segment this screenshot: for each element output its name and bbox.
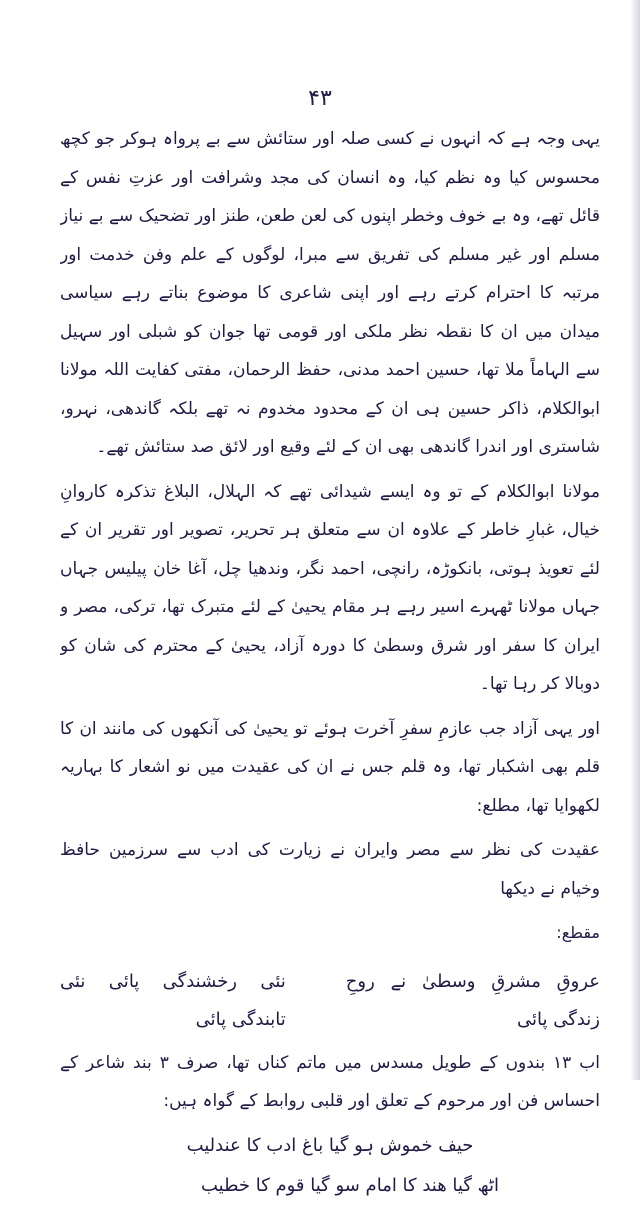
maqta-first-half: عروقِ مشرقِ وسطیٰ نے روحِ زندگی پائی: [345, 970, 600, 1030]
paragraph: یہی وجہ ہے کہ انہوں نے کسی صلہ اور ستائش سے بے پرواہ ہوکر جو کچھ محسوس کیا وہ نظم کیا، وہ انسان کی مجد وشرافت اور عزتِ نفس کے قائل تھے، وہ بے خوف وخطر اپنوں کی لعن طعن، طنز اور تضحیک سے بے نیاز مسلم اور غیر مسلم کی تفریق سے مبرا، لوگوں کے علم وفن خدمت اور مرتبہ کا احترام کرتے رہے اور اپنی شاعری کا موضوع بناتے رہے سیاسی میدان میں ان کا نقطہ نظر ملکی اور قومی تھا جوان کو شبلی اور سہیل سے الہاماً ملا تھا، حسین احمد مدنی، حفظ الرحمان، مفتی کفایت اللہ مولانا ابوالکلام، ذاکر حسین ہی ان کے محدود مخدوم نہ تھے بلکہ گاندھی، نہرو، شاستری اور اندرا گاندھی بھی ان کے لئے وقیع اور لائق صد ستائش تھے۔: [60, 129, 600, 457]
closing-verse: حیف خموش ہو گیا باغ ادب کا عندلیب: [186, 1134, 474, 1156]
maqta-label: مقطع:: [556, 923, 600, 942]
page-number: ۴۳: [308, 86, 332, 111]
maqta-second-half: نئی رخشندگی پائی نئی تابندگی پائی: [60, 970, 286, 1030]
paragraph: مولانا ابوالکلام کے تو وہ ایسے شیدائی تھے کہ الہلال، البلاغ تذکرہ کاروانِ خیال، غبارِ خاطر کے علاوہ ان سے متعلق ہر تحریر، تصویر اور تقریر ان کے لئے تعویذ ہوتی، بانکوڑہ، رانچی، احمد نگر، وندھیا چل، آغا خان پیلیس جہاں جہاں مولانا ٹھہرے اسیر رہے ہر مقام یحییٰ کے لئے متبرک تھا، ترکی، مصر و ایران کا سفر اور شرق وسطیٰ کا دورہ آزاد، یحییٰ کے محترم کی شان کو دوبالا کر رہا تھا۔: [60, 481, 600, 694]
page-gutter-shadow: [630, 0, 640, 1080]
page-body: [60, 120, 600, 1208]
closing-paragraph: اب ۱۳ بندوں کے طویل مسدس میں ماتم کناں تھا، صرف ۳ بند شاعر کے احساس فن اور مرحوم کے تعلق اور قلبی روابط کے گواہ ہیں:: [60, 1052, 600, 1111]
paragraph: اور یہی آزاد جب عازمِ سفرِ آخرت ہوئے تو یحییٰ کی آنکھوں کی مانند ان کا قلم بھی اشکبار تھا، وہ قلم جس نے ان کی عقیدت میں نو اشعار کا بہاریہ لکھوایا تھا، مطلع:: [60, 718, 600, 816]
matla-verse: عقیدت کی نظر سے مصر وایران نے زیارت کی ادب سے سرزمین حافظ وخیام نے دیکھا: [60, 840, 600, 899]
maqta-verse: [60, 963, 600, 1040]
closing-verse: اٹھ گیا ھند کا امام سو گیا قوم کا خطیب: [200, 1175, 500, 1196]
